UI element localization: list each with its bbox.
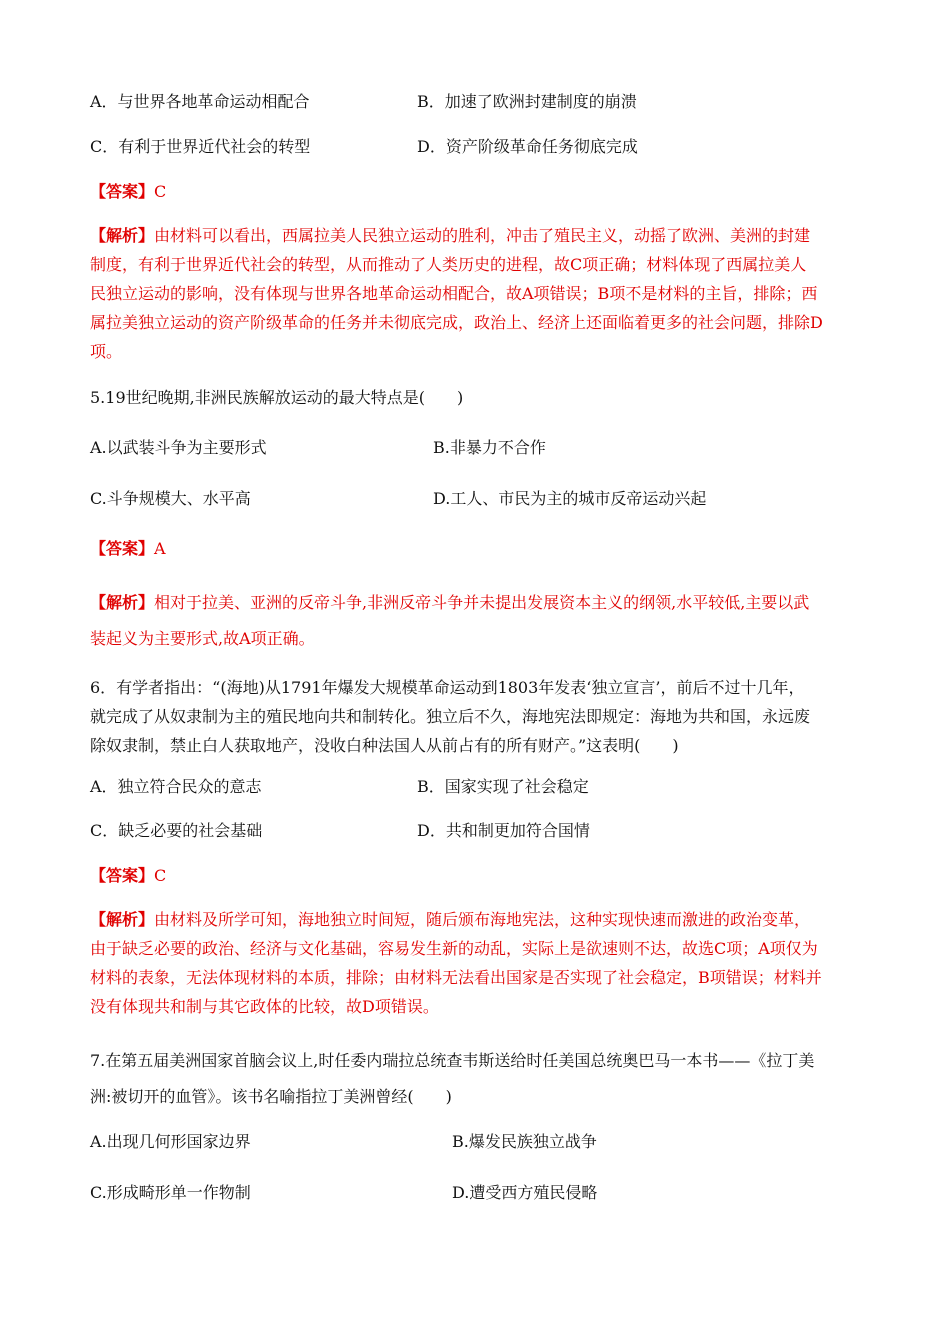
- q6-option-d: D．共和制更加符合国情: [417, 821, 590, 840]
- q6-question: [90, 673, 862, 760]
- q5-question: 5.19世纪晚期,非洲民族解放运动的最大特点是( ): [90, 388, 464, 407]
- analysis-tag: 【解析】: [90, 593, 155, 612]
- q4-analysis: [90, 221, 862, 366]
- question-line: 7.在第五届美洲国家首脑会议上,时任委内瑞拉总统查韦斯送给时任美国总统奥巴马一本书——《拉丁美: [90, 1051, 815, 1070]
- q6-option-b: B．国家实现了社会稳定: [417, 777, 589, 796]
- answer-value: A: [154, 539, 166, 558]
- q4-option-b: B．加速了欧洲封建制度的崩溃: [417, 92, 637, 111]
- q6-option-a: A．独立符合民众的意志: [90, 777, 262, 796]
- q6-option-c: C．缺乏必要的社会基础: [90, 821, 263, 840]
- q6-answer: [90, 866, 166, 886]
- q5-option-b: B.非暴力不合作: [433, 438, 546, 457]
- analysis-line: 制度，有利于世界近代社会的转型，从而推动了人类历史的进程，故C项正确；材料体现了西属拉美人: [90, 255, 807, 274]
- q7-option-d: D.遭受西方殖民侵略: [452, 1183, 598, 1202]
- q4-answer: [90, 182, 166, 202]
- q7-option-c: C.形成畸形单一作物制: [90, 1183, 251, 1202]
- q5-option-c: C.斗争规模大、水平高: [90, 489, 251, 508]
- answer-tag: 【答案】: [90, 539, 155, 558]
- question-line: 洲:被切开的血管》。该书名喻指拉丁美洲曾经( ): [90, 1087, 452, 1106]
- q4-option-c: C．有利于世界近代社会的转型: [90, 137, 311, 156]
- q5-answer: [90, 539, 166, 559]
- answer-tag: 【答案】: [90, 182, 155, 201]
- analysis-line: 由材料及所学可知，海地独立时间短，随后颁布海地宪法，这种实现快速而激进的政治变革，: [154, 910, 811, 929]
- analysis-tag: 【解析】: [90, 910, 155, 929]
- q5-option-d: D.工人、市民为主的城市反帝运动兴起: [433, 489, 707, 508]
- analysis-line: 由材料可以看出，西属拉美人民独立运动的胜利，冲击了殖民主义，动摇了欧洲、美洲的封建: [154, 226, 811, 245]
- q4-option-a: A．与世界各地革命运动相配合: [90, 92, 310, 111]
- question-line: 6．有学者指出：“(海地)从1791年爆发大规模革命运动到1803年发表‘独立宣言’，前后不过十几年，: [90, 678, 805, 697]
- analysis-line: 由于缺乏必要的政治、经济与文化基础，容易发生新的动乱，实际上是欲速则不达，故选C项；A项仅为: [90, 939, 818, 958]
- answer-value: C: [154, 182, 167, 201]
- analysis-line: 民独立运动的影响，没有体现与世界各地革命运动相配合，故A项错误；B项不是材料的主旨，排除；西: [90, 284, 818, 303]
- analysis-line: 装起义为主要形式,故A项正确。: [90, 629, 315, 648]
- question-line: 除奴隶制，禁止白人获取地产，没收白种法国人从前占有的所有财产。”这表明( ): [90, 736, 679, 755]
- question-line: 就完成了从奴隶制为主的殖民地向共和制转化。独立后不久，海地宪法即规定：海地为共和国，永远废: [90, 707, 811, 726]
- analysis-line: 材料的表象，无法体现材料的本质，排除；由材料无法看出国家是否实现了社会稳定，B项错误；材料并: [90, 968, 822, 987]
- analysis-line: 相对于拉美、亚洲的反帝斗争,非洲反帝斗争并未提出发展资本主义的纲领,水平较低,主要以武: [154, 593, 810, 612]
- q5-analysis: [90, 585, 862, 657]
- answer-tag: 【答案】: [90, 866, 155, 885]
- answer-value: C: [154, 866, 167, 885]
- analysis-line: 没有体现共和制与其它政体的比较，故D项错误。: [90, 997, 439, 1016]
- q5-option-a: A.以武装斗争为主要形式: [90, 438, 267, 457]
- analysis-tag: 【解析】: [90, 226, 155, 245]
- q7-question: [90, 1043, 862, 1115]
- q7-option-b: B.爆发民族独立战争: [452, 1132, 597, 1151]
- q4-option-d: D．资产阶级革命任务彻底完成: [417, 137, 638, 156]
- analysis-line: 属拉美独立运动的资产阶级革命的任务并未彻底完成，政治上、经济上还面临着更多的社会问题，排除D: [90, 313, 823, 332]
- q6-analysis: [90, 905, 862, 1021]
- q7-option-a: A.出现几何形国家边界: [90, 1132, 251, 1151]
- analysis-line: 项。: [90, 342, 123, 361]
